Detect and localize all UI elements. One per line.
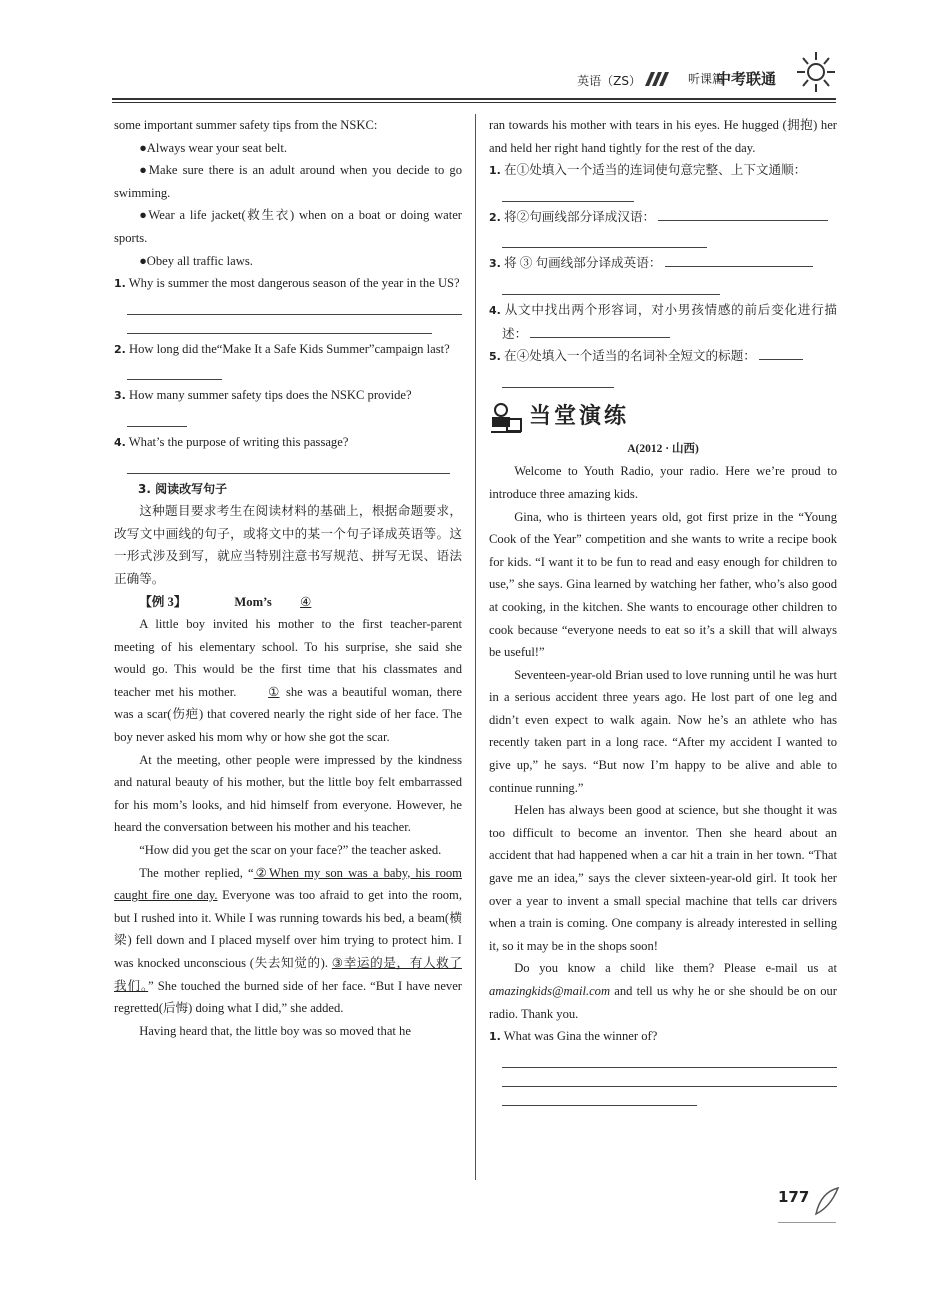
- answer-line[interactable]: [502, 276, 720, 295]
- page-header: [112, 60, 836, 96]
- answer-line[interactable]: [530, 325, 670, 338]
- passage-paragraph: Helen has always been good at science, but she thought it was too difficult to become an inventor. Then she heard about an accident that had happened when a car hit a train in her town. “That gave me an idea,” says the clever sixteen-year-old girl. It took her over a year to invent a small special machine that tells car drivers when a train is coming. One company is already interested in selling it, so it may be in the shops soon!: [489, 803, 837, 953]
- header-tag: 听课篇: [687, 72, 724, 86]
- section-heading: 3. 阅读改写句子: [138, 481, 228, 496]
- practice-banner: [489, 398, 837, 438]
- tip-item: ●Make sure there is an adult around when you decide to go swimming.: [114, 163, 462, 200]
- tip-item: ●Always wear your seat belt.: [139, 140, 288, 155]
- passage-paragraph: Seventeen-year-old Brian used to love running until he was hurt in a serious accident three years ago. He lost part of one leg and didn’t even expect to walk again. Now he’s an athlete who has recently taken part in a long race. “After my accident I wanted to give up,” he says. “But now I’m happy to be alive and able to continue running.”: [489, 667, 837, 795]
- underlined-sentence-3: ③幸运的是，有人救了我们。: [114, 956, 462, 993]
- tips-intro: some important summer safety tips from the NSKC:: [114, 118, 378, 132]
- page-number: 177: [778, 1188, 810, 1206]
- header-subject: 英语（ZS）: [577, 74, 641, 88]
- task-5: 5. 在④处填入一个适当的名词补全短文的标题：: [489, 345, 837, 369]
- answer-line[interactable]: [502, 1049, 837, 1068]
- email-address: amazingkids@mail.com: [489, 984, 611, 998]
- task-3: 3. 将 ③ 句画线部分译成英语：: [489, 252, 837, 276]
- question-2: 2. How long did the“Make It a Safe Kids Summer”campaign last?: [114, 341, 450, 356]
- header-stripes-icon: [645, 72, 691, 86]
- story-paragraph: ran towards his mother with tears in his eyes. He hugged (拥抱) her and held her right hand tightly for the rest of the day.: [489, 118, 837, 155]
- footer-rule: [778, 1222, 836, 1223]
- story-paragraph: The mother replied, “②When my son was a baby, his room caught fire one day. Everyone was too afraid to get into the room, but I rushed into it. While I was running towards his bed, a beam(横梁) fell down and I placed myself over him trying to protect him. I was knocked unconscious (失去知觉的). ③幸运的是，有人救了我们。” She touched the burned side of her face. “But I have never regretted(后悔) doing what I did,” she added.: [114, 865, 462, 1016]
- answer-line[interactable]: [502, 1087, 697, 1106]
- header-brand: 中考联通: [715, 70, 776, 88]
- right-column: [489, 114, 837, 1106]
- final-question: 1. What was Gina the winner of?: [489, 1029, 658, 1044]
- practice-title: 当堂演练: [529, 404, 630, 430]
- answer-line[interactable]: [658, 208, 828, 221]
- example-heading: 【例 3】 Mom’s ④: [114, 591, 462, 614]
- header-rule-thin: [112, 102, 836, 103]
- header-rule: [112, 98, 836, 100]
- story-paragraph: A little boy invited his mother to the first teacher-parent meeting of his elementary school. To his surprise, she said she would go. This would be the first time that his classmates and teacher met his mother. ① she was a beautiful woman, there was a scar(伤疤) that covered nearly the right side of her face. The boy never asked his mom why or how she got the scar.: [114, 617, 462, 745]
- passage-paragraph: Do you know a child like them? Please e-mail us at amazingkids@mail.com and tell us why he or she should be on our radio. Thank you.: [489, 961, 837, 1021]
- column-divider: [475, 114, 476, 1180]
- answer-line[interactable]: [127, 296, 462, 315]
- answer-line[interactable]: [502, 229, 707, 248]
- answer-line[interactable]: [502, 369, 614, 388]
- reading-person-icon: [489, 401, 523, 435]
- question-3: 3. How many summer safety tips does the NSKC provide?: [114, 388, 412, 403]
- task-1: 1. 在①处填入一个适当的连词使句意完整、上下文通顺：: [489, 163, 807, 178]
- tip-item: ●Obey all traffic laws.: [139, 253, 253, 268]
- sun-logo-icon: [795, 48, 837, 96]
- blank-1[interactable]: ①: [268, 684, 280, 699]
- answer-line[interactable]: [127, 408, 187, 427]
- title-blank[interactable]: ④: [300, 594, 312, 609]
- task-4: 4. 从文中找出两个形容词，对小男孩情感的前后变化进行描述：: [489, 302, 837, 341]
- answer-line[interactable]: [665, 254, 813, 267]
- passage-paragraph: Welcome to Youth Radio, your radio. Here we’re proud to introduce three amazing kids.: [489, 464, 837, 501]
- story-paragraph: At the meeting, other people were impressed by the kindness and natural beauty of his mother, but the little boy felt embarrassed for his mom’s looks, and hid himself from everyone. However, he heard the conversation between his mother and his teacher.: [114, 752, 462, 835]
- story-paragraph: “How did you get the scar on your face?” the teacher asked.: [139, 843, 442, 858]
- story-paragraph: Having heard that, the little boy was so moved that he: [139, 1023, 411, 1038]
- answer-line[interactable]: [502, 183, 634, 202]
- passage-label: A(2012 · 山西): [627, 442, 699, 455]
- answer-line[interactable]: [127, 455, 450, 474]
- answer-line[interactable]: [127, 361, 222, 380]
- answer-line[interactable]: [127, 315, 432, 334]
- tip-item: ●Wear a life jacket(救生衣) when on a boat or doing water sports.: [114, 208, 462, 245]
- task-2: 2. 将②句画线部分译成汉语：: [489, 206, 837, 230]
- answer-line[interactable]: [502, 1068, 837, 1087]
- section-description: 这种题目要求考生在阅读材料的基础上，根据命题要求，改写文中画线的句子，或将文中的某一个句子译成英语等。这一形式涉及到写，就应当特别注意书写规范、拼写无误、语法正确等。: [114, 504, 462, 586]
- question-1: 1. Why is summer the most dangerous season of the year in the US?: [114, 276, 460, 291]
- answer-line[interactable]: [759, 347, 803, 360]
- leaf-decoration-icon: [812, 1186, 840, 1216]
- underlined-sentence-2: ②When my son was a baby, his room caught fire one day.: [114, 865, 462, 903]
- left-column: [114, 114, 462, 1042]
- question-4: 4. What’s the purpose of writing this passage?: [114, 434, 349, 449]
- passage-paragraph: Gina, who is thirteen years old, got first prize in the “Young Cook of the Year” competition and she wants to write a recipe book for kids. “I want it to be fun to read and easy enough for children to use,” she says. Gina learned by watching her father, who’s also good at cooking, in the kitchen. She wants to encourage other children to cook because “everyone needs to eat so it’s a skill that will always be useful!”: [489, 509, 837, 660]
